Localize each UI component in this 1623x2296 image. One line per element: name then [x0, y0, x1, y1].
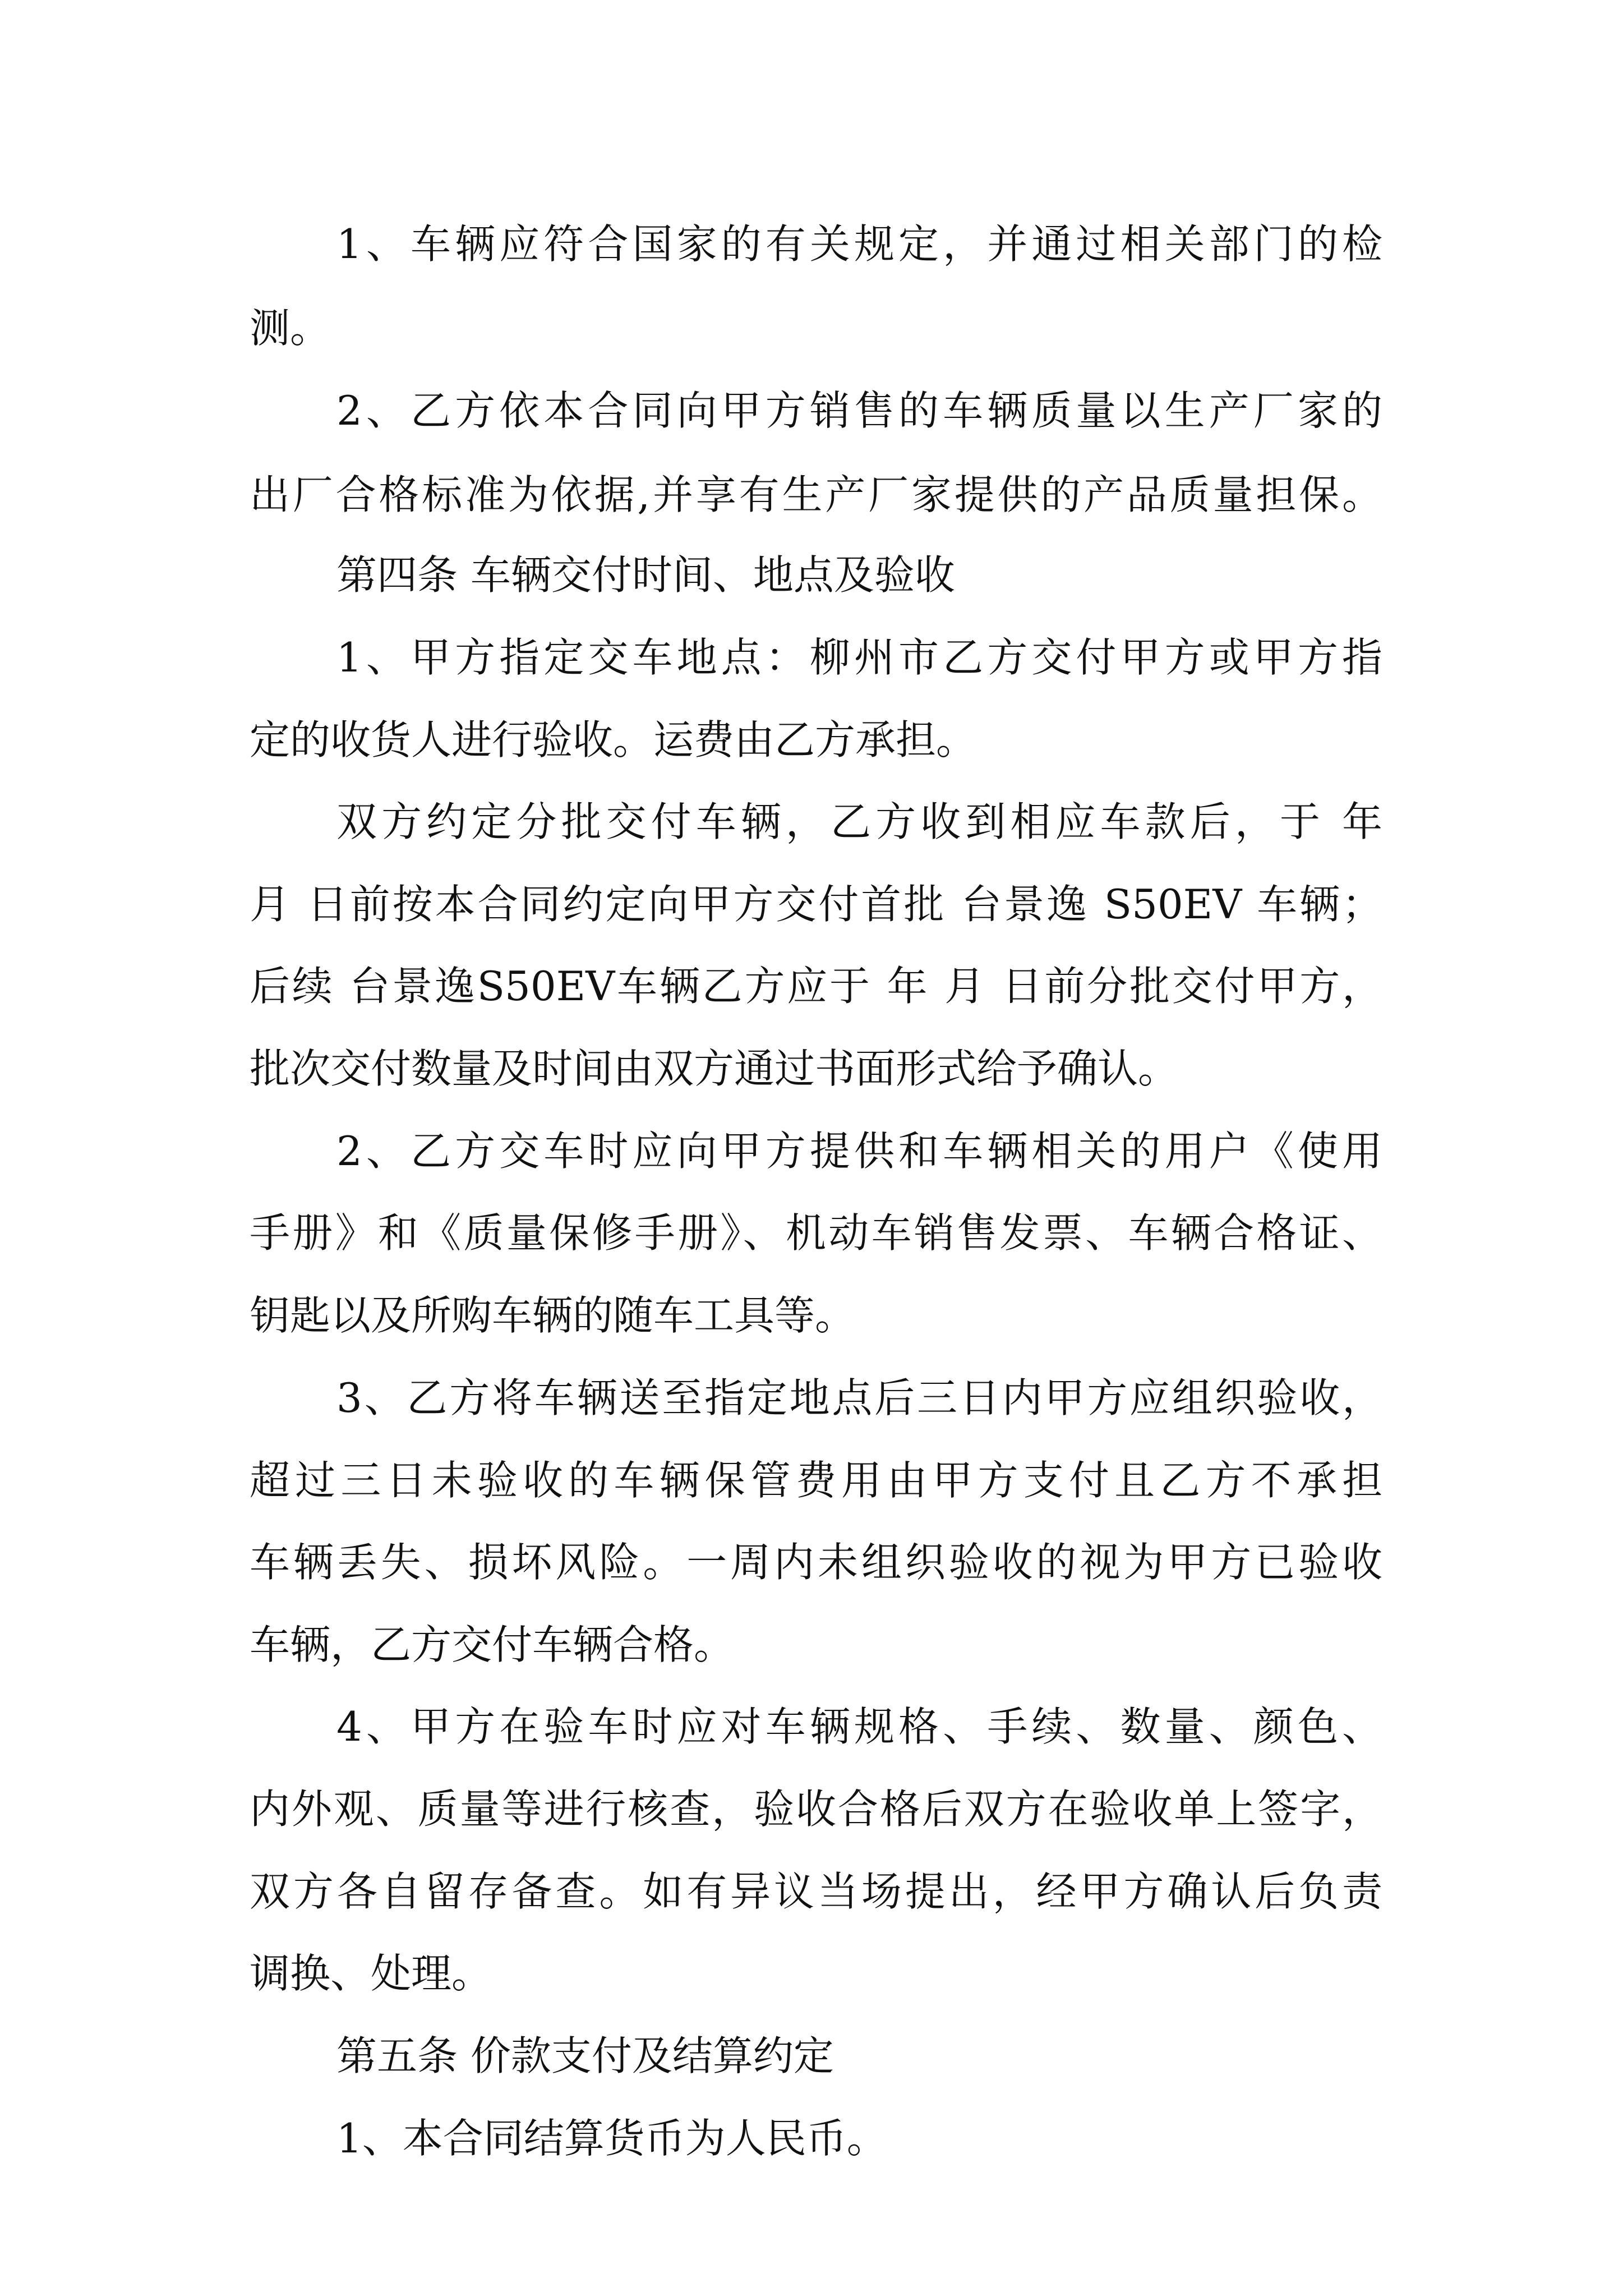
- clause-3-item-1-line-1: 1、车辆应符合国家的有关规定，并通过相关部门的检: [336, 220, 1382, 268]
- clause-3-item-2-line-1: 2、乙方依本合同向甲方销售的车辆质量以生产厂家的: [336, 387, 1382, 434]
- clause-4-item-4-line-3: 双方各自留存备查。如有异议当场提出，经甲方确认后负责: [250, 1868, 1382, 1915]
- clause-4-item-4-line-2: 内外观、质量等进行核查，验收合格后双方在验收单上签字，: [250, 1786, 1382, 1833]
- clause-3-item-2-line-2: 出厂合格标准为依据,并享有生产厂家提供的产品质量担保。: [250, 471, 1382, 518]
- clause-4-item-4-line-4: 调换、处理。: [250, 1950, 492, 1997]
- clause-4-item-3-line-1: 3、乙方将车辆送至指定地点后三日内甲方应组织验收，: [336, 1374, 1382, 1421]
- clause-4-item-4-line-1: 4、甲方在验车时应对车辆规格、手续、数量、颜色、: [336, 1703, 1382, 1750]
- clause-4-item-2-line-2: 手册》和《质量保修手册》、机动车销售发票、车辆合格证、: [250, 1209, 1382, 1257]
- clause-4-item-3-line-3: 车辆丢失、损坏风险。一周内未组织验收的视为甲方已验收: [250, 1539, 1382, 1586]
- delivery-schedule-line-2: 月 日前按本合同约定向甲方交付首批 台景逸 S50EV 车辆；: [250, 881, 1382, 928]
- delivery-schedule-line-3: 后续 台景逸S50EV车辆乙方应于 年 月 日前分批交付甲方，: [250, 963, 1382, 1010]
- clause-4-item-2-line-3: 钥匙以及所购车辆的随车工具等。: [250, 1292, 856, 1339]
- delivery-schedule-line-1: 双方约定分批交付车辆，乙方收到相应车款后，于 年: [336, 798, 1382, 845]
- article-5-heading: 第五条 价款支付及结算约定: [336, 2032, 834, 2079]
- clause-3-item-1-line-2: 测。: [250, 305, 331, 352]
- clause-5-item-1-line-1: 1、本合同结算货币为人民币。: [336, 2115, 887, 2162]
- clause-4-item-3-line-4: 车辆，乙方交付车辆合格。: [250, 1621, 735, 1668]
- clause-4-item-1-line-1: 1、甲方指定交车地点：柳州市乙方交付甲方或甲方指: [336, 634, 1382, 681]
- article-4-heading: 第四条 车辆交付时间、地点及验收: [336, 551, 955, 599]
- clause-4-item-2-line-1: 2、乙方交车时应向甲方提供和车辆相关的用户《使用: [336, 1128, 1382, 1175]
- delivery-schedule-line-4: 批次交付数量及时间由双方通过书面形式给予确认。: [250, 1045, 1179, 1092]
- clause-4-item-1-line-2: 定的收货人进行验收。运费由乙方承担。: [250, 716, 977, 763]
- clause-4-item-3-line-2: 超过三日未验收的车辆保管费用由甲方支付且乙方不承担: [250, 1457, 1382, 1504]
